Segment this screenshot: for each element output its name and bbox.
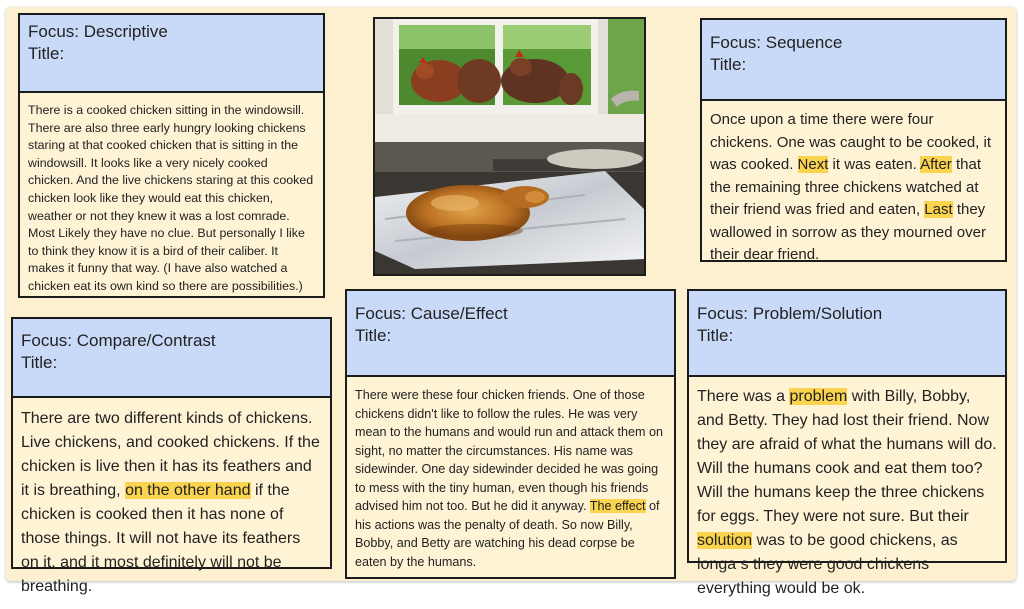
body-text: There are two different kinds of chickens. Live chickens, and cooked chickens. If the chicken is live then it has its feathers and it is breathing, bbox=[21, 410, 320, 499]
highlight-on-the-other-hand: on the other hand bbox=[125, 482, 251, 499]
highlight-last: Last bbox=[924, 201, 953, 218]
focus-label: Focus: Descriptive bbox=[28, 22, 168, 41]
title-label: Title: bbox=[28, 43, 65, 63]
highlight-next: Next bbox=[797, 156, 829, 173]
body-text: of his actions was the penalty of death. So now Billy, Bobby, and Betty are watching his dead corpse be eaten by the humans. bbox=[355, 499, 660, 569]
card-sequence bbox=[700, 18, 1007, 262]
card-body bbox=[20, 93, 323, 304]
title-label: Title: bbox=[710, 54, 747, 74]
focus-label: Focus: Sequence bbox=[710, 33, 843, 52]
card-problem-solution bbox=[687, 289, 1007, 597]
card-header bbox=[20, 15, 323, 93]
body-text: Once upon a time there were four chickens. One was caught to be cooked, it was cooked. bbox=[710, 111, 991, 173]
body-text: There is a cooked chicken sitting in the windowsill. There are also three early hungry looking chickens staring at that cooked chicken that is sitting in the windowsill. It looks like a very nicely cooked chicken. And the live chickens staring at this cooked chicken look like they would eat this chicken, weather or not they knew it was a lost comrade. Most Likely they have no clue. But personally I like to think they know it is a bird of their caliber. It makes it funny that way. (I have also watched a chicken eat its own kind so there are possibilities.) bbox=[28, 103, 314, 294]
card-body bbox=[13, 398, 330, 607]
highlight-problem: problem bbox=[789, 388, 848, 405]
card-body bbox=[689, 377, 1005, 609]
highlight-the-effect: The effect bbox=[589, 499, 646, 513]
title-label: Title: bbox=[21, 352, 58, 372]
highlight-after: After bbox=[920, 156, 952, 173]
body-text: it was eaten. bbox=[828, 156, 921, 173]
body-text: was to be good chickens, as longa s they were good chickens everything would be ok. bbox=[697, 532, 958, 597]
chicken-window-photo bbox=[373, 17, 646, 276]
card-body bbox=[702, 101, 1005, 275]
body-text: that the remaining three chickens watched at their friend was fried and eaten, bbox=[710, 156, 981, 218]
card-header bbox=[689, 291, 1005, 377]
slide-page bbox=[6, 7, 1016, 597]
body-text: There was a bbox=[697, 388, 790, 405]
title-label: Title: bbox=[355, 325, 392, 345]
card-cause-effect bbox=[345, 289, 676, 579]
body-text: with Billy, Bobby, and Betty. They had lost their friend. Now they are afraid of what the humans will do. Will the humans cook and eat them too? Will the humans keep the three chickens for eggs. They were not sure. But their bbox=[697, 388, 997, 525]
title-label: Title: bbox=[697, 325, 734, 345]
photo-illustration bbox=[375, 19, 644, 274]
focus-label: Focus: Cause/Effect bbox=[355, 304, 508, 323]
focus-label: Focus: Compare/Contrast bbox=[21, 331, 216, 350]
card-header bbox=[347, 291, 674, 377]
card-header bbox=[702, 20, 1005, 101]
focus-label: Focus: Problem/Solution bbox=[697, 304, 883, 323]
body-text: if the chicken is cooked then it has none of those things. It will not have its feathers on it, and it most definitely will not be breathing. bbox=[21, 482, 301, 595]
card-descriptive bbox=[18, 13, 325, 298]
body-text: There were these four chicken friends. One of those chickens didn't like to follow the rules. He was very mean to the humans and would run and attack them on sight, no matter the circumstances. His name was sidewinder. One day sidewinder decided he was going to mess with the tiny human, even though his friends advised him not too. But he did it anyway. bbox=[355, 388, 664, 513]
body-text: they wallowed in sorrow as they mourned over their dear friend. bbox=[710, 201, 986, 263]
card-body bbox=[347, 377, 674, 579]
card-header bbox=[13, 319, 330, 398]
highlight-solution: solution bbox=[697, 532, 753, 549]
card-compare-contrast bbox=[11, 317, 332, 595]
